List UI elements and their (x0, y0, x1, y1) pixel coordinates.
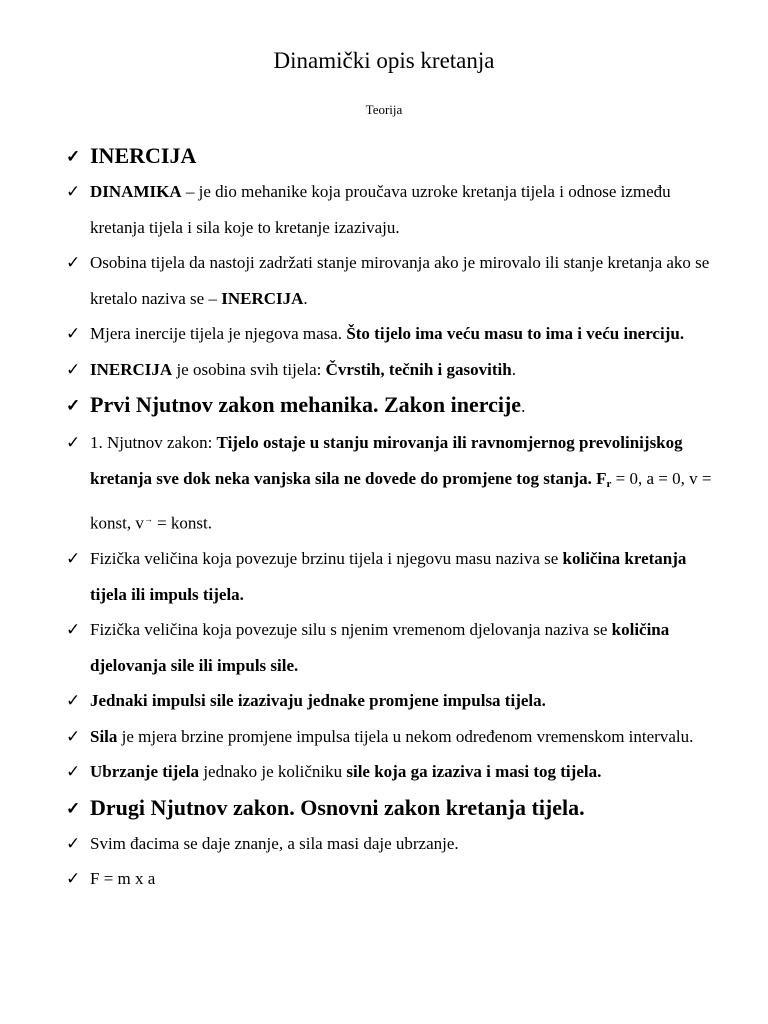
checkmark-icon: ✓ (66, 762, 81, 782)
subscript-text: r (606, 477, 612, 490)
heading-text: INERCIJA (90, 143, 197, 168)
bold-text: Što tijelo ima veću masu to ima i veću inerciju. (346, 324, 685, 343)
bold-text: količina kretanja tijela ili impuls tijela. (90, 549, 687, 604)
checkmark-icon: ✓ (66, 549, 81, 569)
bold-text: Čvrstih, tečnih i gasovitih (325, 359, 512, 379)
document-subtitle: Teorija (365, 102, 403, 117)
document-title: Dinamički opis kretanja (273, 48, 495, 73)
list-item (66, 245, 726, 316)
bold-text: količina djelovanja sile ili impuls sile. (90, 620, 670, 675)
list-item (66, 754, 726, 790)
bold-text: Tijelo ostaje u stanju mirovanja ili ravnomjernog prevolinijskog kretanja sve dok neka vanjska sila ne dovede do promjene tog stanja. F (90, 433, 683, 488)
section-heading (66, 790, 726, 826)
checkmark-icon: ✓ (66, 359, 81, 379)
body-text: = 0, a = 0, v = konst, v (90, 468, 712, 533)
body-text: . (511, 359, 516, 379)
checkmark-icon: ✓ (66, 798, 81, 818)
bold-text: DINAMIKA (90, 182, 182, 201)
list-item (66, 541, 726, 612)
body-text: Svim đacima se daje znanje, a sila masi daje ubrzanje. (90, 833, 459, 853)
list-item (66, 861, 726, 897)
checkmark-icon: ✓ (66, 253, 81, 272)
bold-text: Sila (90, 726, 118, 746)
checkmark-icon: ✓ (66, 620, 81, 640)
body-text: = konst. (152, 513, 213, 533)
body-text: . (303, 288, 308, 308)
list-item (66, 719, 726, 755)
body-text: je mjera brzine promjene impulsa tijela u nekom određenom vremenskom intervalu. (117, 726, 694, 746)
body-text: F = m x a (90, 869, 156, 889)
superscript-arrow: → (143, 514, 153, 524)
bold-text: INERCIJA (221, 288, 304, 308)
bold-text: Ubrzanje tijela (90, 762, 200, 782)
list-item (66, 826, 726, 862)
body-text: jednako je količniku (199, 762, 347, 782)
checkmark-icon: ✓ (66, 869, 81, 889)
body-text: 1. Njutnov zakon: (90, 433, 217, 452)
checkmark-icon: ✓ (66, 433, 81, 452)
checkmark-icon: ✓ (66, 396, 81, 415)
heading-text: Drugi Njutnov zakon. Osnovni zakon kretanja tijela. (90, 794, 585, 820)
checkmark-icon: ✓ (66, 691, 81, 711)
body-text: Osobina tijela da nastoji zadržati stanje mirovanja ako je mirovalo ili stanje kretanja ako se kretalo naziva se – (90, 253, 710, 308)
checkmark-icon: ✓ (66, 182, 81, 201)
heading-text: Prvi Njutnov zakon mehanika. Zakon inercije (90, 392, 522, 417)
checkmark-icon: ✓ (66, 324, 81, 343)
checkmark-icon: ✓ (66, 833, 81, 853)
bold-text: INERCIJA (90, 359, 173, 379)
body-text: je osobina svih tijela: (172, 359, 326, 379)
body-text: Mjera inercije tijela je njegova masa. (90, 324, 347, 343)
list-item (66, 612, 726, 683)
body-text: – je dio mehanike koja proučava uzroke kretanja tijela i odnose između kretanja tijela i sila koje to kretanje izazivaju. (90, 182, 671, 237)
list-item (66, 174, 726, 245)
list-item (66, 425, 726, 541)
body-text: Fizička veličina koja povezuje brzinu tijela i njegovu masu naziva se (90, 549, 563, 569)
list-item (66, 316, 726, 352)
bold-text: sile koja ga izaziva i masi tog tijela. (346, 762, 602, 782)
bold-text: Jednaki impulsi sile izazivaju jednake promjene impulsa tijela. (90, 691, 546, 711)
checklist (66, 138, 726, 897)
checkmark-icon: ✓ (66, 726, 81, 746)
list-item (66, 352, 726, 388)
checkmark-icon: ✓ (66, 147, 81, 166)
heading-suffix: . (521, 397, 526, 416)
section-heading (66, 138, 726, 174)
list-item (66, 683, 726, 719)
section-heading (66, 387, 726, 425)
body-text: Fizička veličina koja povezuje silu s njenim vremenom djelovanja naziva se (90, 620, 612, 640)
